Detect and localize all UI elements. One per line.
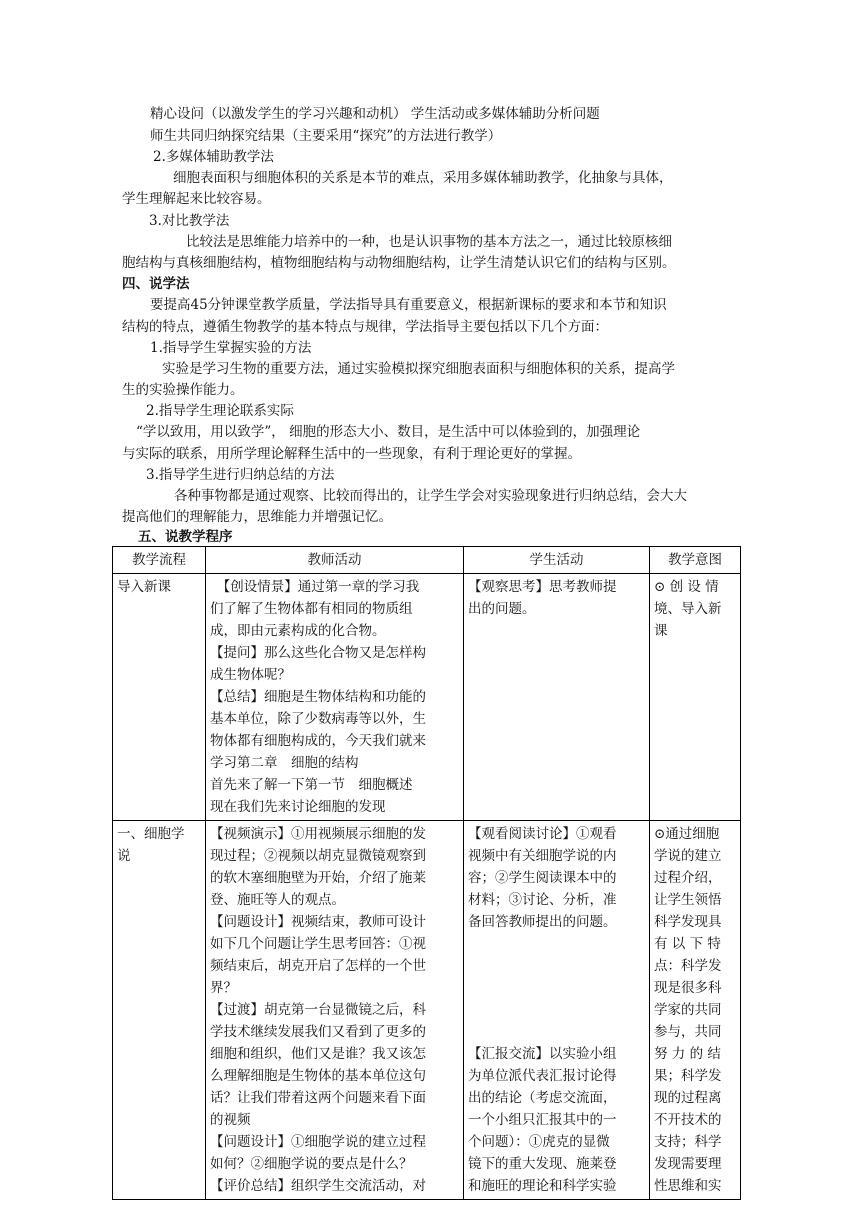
cell-line: 努 力 的 结 (654, 1046, 721, 1062)
cell-line: 基本单位，除了少数病毒等以外，生 (210, 711, 426, 727)
cell-line: 学习第二章 细胞的结构 (210, 755, 359, 771)
cell-line: 过程介绍， (654, 870, 722, 886)
cell-line: 【创设情景】通过第一章的学习我 (210, 579, 420, 595)
text-line: 各种事物都是通过观察、比较而得出的，让学生学会对实验现象进行归纳总结，会大大 (174, 488, 687, 504)
table-row (113, 574, 741, 821)
teaching-procedure-table (112, 546, 741, 1200)
text-line: 细胞表面积与细胞体积的关系是本节的难点，采用多媒体辅助教学，化抽象与具体， (173, 170, 673, 186)
cell-line: 科学发现具 (654, 914, 722, 930)
intent-cell (650, 821, 741, 1200)
text-line: 生的实验操作能力。 (122, 382, 244, 398)
cell-line: 【视频演示】①用视频展示细胞的发 (210, 826, 426, 842)
cell-line: 材料；③讨论、分析，准 (468, 892, 617, 908)
stage-cell (113, 574, 206, 821)
header-cell: 教学流程 (113, 547, 206, 574)
text-line: 结构的特点，遵循生物教学的基本特点与规律，学法指导主要包括以下几个方面： (122, 319, 608, 335)
cell-line: 有 以 下 特 (654, 936, 721, 952)
text-line: “学以致用，用以致学”， 细胞的形态大小、数目，是生活中可以体验到的，加强理论 (136, 424, 641, 440)
cell-line: 现在我们先来讨论细胞的发现 (210, 799, 386, 815)
cell-line: 【过渡】胡克第一台显微镜之后，科 (210, 1002, 426, 1018)
cell-line: 说 (117, 848, 131, 864)
cell-line: 如何？②细胞学说的要点是什么？ (210, 1156, 413, 1172)
cell-line: 话？让我们带着这两个问题来看下面 (210, 1090, 426, 1106)
cell-line: 的视频 (210, 1112, 251, 1128)
teacher-activity-cell (206, 821, 464, 1200)
cell-line: 和施旺的理论和科学实验 (468, 1178, 617, 1194)
list-heading: 3.对比教学法 (149, 213, 230, 229)
cell-line: 物体都有细胞构成的，今天我们就来 (210, 733, 426, 749)
cell-line: 支持；科学 (654, 1134, 722, 1150)
header-cell: 教学意图 (650, 547, 741, 574)
cell-line: 登、施旺等人的观点。 (210, 892, 345, 908)
cell-line: 出的结论（考虑交流面， (468, 1090, 617, 1106)
cell-line: 【评价总结】组织学生交流活动，对 (210, 1178, 426, 1194)
student-activity-cell (464, 574, 650, 821)
teacher-activity-cell (206, 574, 464, 821)
cell-line: 学家的共同 (654, 1002, 722, 1018)
cell-line: 让学生领悟 (654, 892, 722, 908)
text-line: 提高他们的理解能力，思维能力并增强记忆。 (122, 509, 392, 525)
text-line: 精心设问（以激发学生的学习兴趣和动机） 学生活动或多媒体辅助分析问题 (150, 106, 600, 122)
cell-line: 容；②学生阅读课本中的 (468, 870, 617, 886)
intent-cell (650, 574, 741, 821)
cell-line: 【问题设计】①细胞学说的建立过程 (210, 1134, 426, 1150)
cell-line: 【汇报交流】以实验小组 (468, 1046, 617, 1062)
cell-line: 个问题）：①虎克的显微 (468, 1134, 610, 1150)
list-heading: 2.多媒体辅助教学法 (153, 149, 274, 165)
student-activity-cell (464, 821, 650, 1200)
list-heading: 1.指导学生掌握实验的方法 (150, 340, 312, 356)
table-row (113, 821, 741, 1200)
cell-line: 现的过程离 (654, 1090, 722, 1106)
cell-line: 细胞和组织，他们又是谁？我又该怎 (210, 1046, 426, 1062)
cell-line: ⊙通过细胞 (654, 826, 720, 842)
section-heading: 五、说教学程序 (138, 529, 233, 545)
cell-line: 一、细胞学 (117, 826, 185, 842)
cell-line: 发现需要理 (654, 1156, 722, 1172)
cell-line: 为单位派代表汇报讨论得 (468, 1068, 617, 1084)
cell-line: 点：科学发 (654, 958, 722, 974)
section-heading: 四、说学法 (122, 276, 190, 292)
cell-line: 参与，共同 (654, 1024, 722, 1040)
cell-line: 首先来了解一下第一节 细胞概述 (210, 777, 413, 793)
cell-line: 性思维和实 (654, 1178, 722, 1194)
cell-line: 么理解细胞是生物体的基本单位这句 (210, 1068, 426, 1084)
list-heading: 3.指导学生进行归纳总结的方法 (146, 467, 335, 483)
cell-line: 一个小组只汇报其中的一 (468, 1112, 617, 1128)
cell-line: 如下几个问题让学生思考回答：①视 (210, 936, 426, 952)
cell-line: 频结束后，胡克开启了怎样的一个世 (210, 958, 426, 974)
cell-line: 成，即由元素构成的化合物。 (210, 623, 386, 639)
cell-line: 们了解了生物体都有相同的物质组 (210, 601, 413, 617)
text-line: 师生共同归纳探究结果（主要采用“探究”的方法进行教学） (150, 128, 502, 144)
cell-line: 出的问题。 (468, 601, 536, 617)
cell-line: 不开技术的 (654, 1112, 722, 1128)
cell-line: 现是很多科 (654, 980, 722, 996)
cell-line: 界？ (210, 980, 237, 996)
cell-line: 镜下的重大发现、施莱登 (468, 1156, 617, 1172)
header-cell: 教师活动 (206, 547, 464, 574)
cell-line: 境、导入新 (654, 601, 722, 617)
text-line: 实验是学习生物的重要方法，通过实验模拟探究细胞表面积与细胞体积的关系，提高学 (162, 361, 675, 377)
table-header-row (113, 547, 741, 574)
header-cell: 学生活动 (464, 547, 650, 574)
text-line: 学生理解起来比较容易。 (122, 191, 271, 207)
cell-line: 视频中有关细胞学说的内 (468, 848, 617, 864)
cell-line: 现过程；②视频以胡克显微镜观察到 (210, 848, 426, 864)
text-line: 与实际的联系，用所学理论解释生活中的一些现象，有利于理论更好的掌握。 (122, 446, 581, 462)
cell-line: 【总结】细胞是生物体结构和功能的 (210, 689, 426, 705)
cell-line: 学技术继续发展我们又看到了更多的 (210, 1024, 426, 1040)
cell-line: 备回答教师提出的问题。 (468, 914, 617, 930)
text-line: 比较法是思维能力培养中的一种，也是认识事物的基本方法之一，通过比较原核细 (186, 234, 672, 250)
cell-line: 【观察思考】思考教师提 (468, 579, 617, 595)
cell-line: 果；科学发 (654, 1068, 722, 1084)
cell-spacer (468, 933, 645, 1043)
cell-line: ⊙ 创 设 情 (654, 579, 719, 595)
stage-cell (113, 821, 206, 1200)
text-line: 胞结构与真核细胞结构，植物细胞结构与动物细胞结构，让学生清楚认识它们的结构与区别。 (122, 255, 676, 271)
text-line: 要提高45分钟课堂教学质量，学法指导具有重要意义，根据新课标的要求和本节和知识 (150, 297, 667, 313)
cell-line: 【观看阅读讨论】①观看 (468, 826, 617, 842)
cell-line: 学说的建立 (654, 848, 722, 864)
cell-line: 【问题设计】视频结束，教师可设计 (210, 914, 426, 930)
list-heading: 2.指导学生理论联系实际 (146, 403, 294, 419)
stage-text: 导入新课 (117, 579, 171, 595)
cell-line: 的软木塞细胞壁为开始，介绍了施莱 (210, 870, 426, 886)
cell-line: 【提问】那么这些化合物又是怎样构 (210, 645, 426, 661)
cell-line: 成生物体呢？ (210, 667, 291, 683)
cell-line: 课 (654, 623, 668, 639)
